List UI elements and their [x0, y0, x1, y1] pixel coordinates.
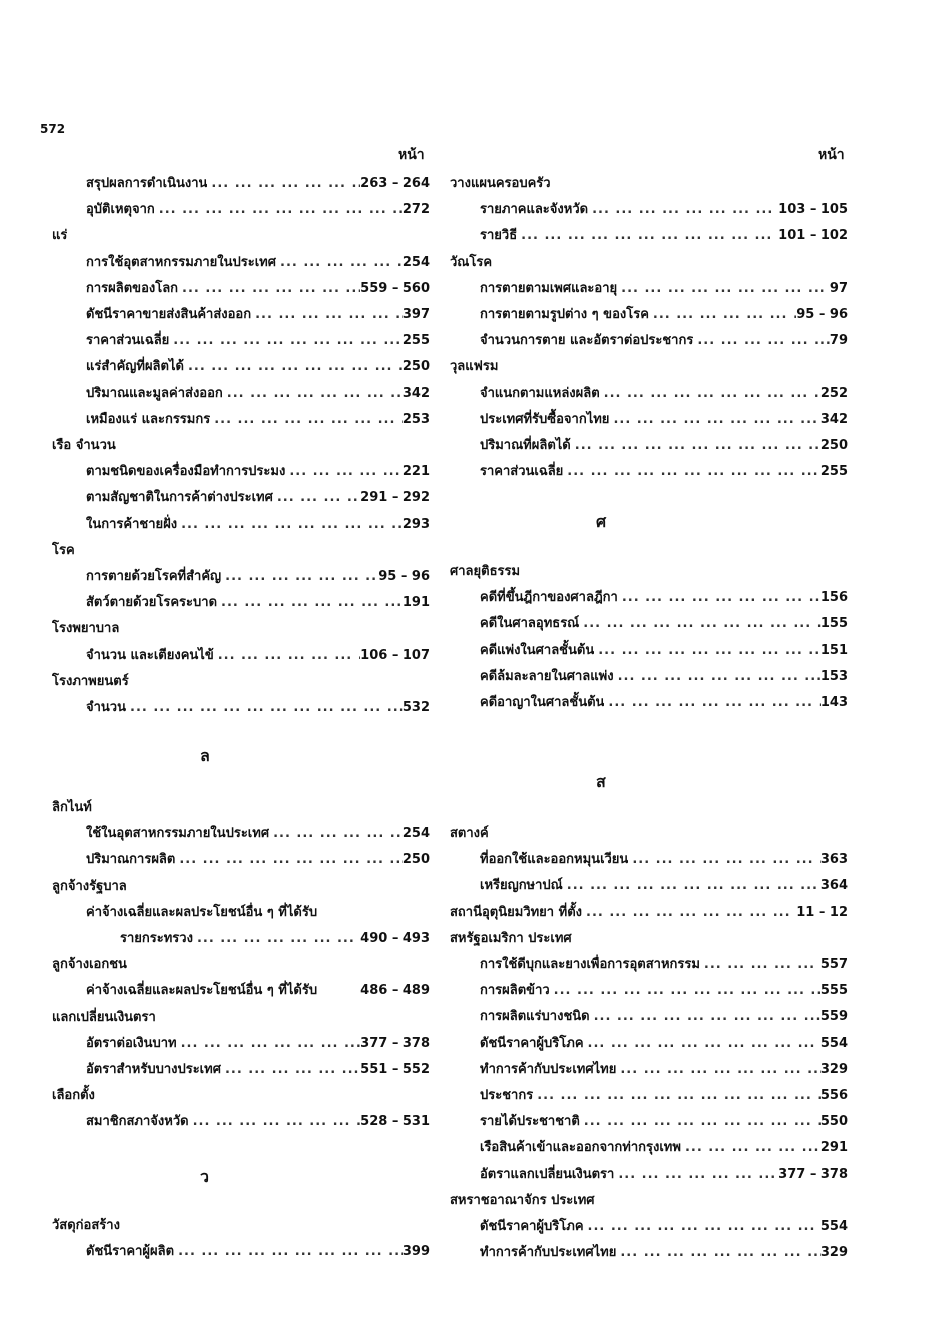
entry-page: 101 – 102 — [778, 228, 848, 244]
entry-label: เรือสินค้าเข้าและออกจากท่ากรุงเทพ — [480, 1140, 681, 1156]
entry-label: แร่ — [52, 228, 68, 244]
dot-leader — [155, 202, 403, 217]
entry-page: 250 — [402, 852, 430, 868]
index-entry — [86, 591, 430, 612]
entry-label: คดีที่ขึ้นฎีกาของศาลฎีกา — [480, 590, 618, 606]
entry-label: ลูกจ้างรัฐบาล — [52, 878, 127, 894]
index-heading — [52, 539, 430, 560]
entry-label: ประเทศที่รับซื้อจากไทย — [480, 411, 610, 427]
entry-label: การผลิตแร่บางชนิด — [480, 1009, 590, 1025]
entry-page: 342 — [402, 385, 430, 401]
dot-leader — [184, 359, 403, 374]
entry-page: 103 – 105 — [778, 202, 848, 218]
entry-label: สัตว์ตายด้วยโรคระบาด — [86, 595, 218, 611]
entry-page: 106 – 107 — [360, 647, 430, 663]
index-entry — [86, 1058, 430, 1079]
entry-page: 252 — [820, 385, 848, 401]
dot-leader — [582, 905, 796, 920]
entry-label: วางแผนครอบครัว — [450, 176, 551, 191]
index-entry — [480, 1136, 848, 1157]
dot-leader — [126, 700, 403, 715]
entry-label: ใช้ในอุตสาหกรรมภายในประเทศ — [86, 826, 270, 842]
dot-leader — [285, 464, 403, 479]
dot-leader — [609, 412, 820, 427]
dot-leader — [616, 1062, 821, 1077]
index-heading — [450, 355, 848, 376]
entry-page: 254 — [402, 826, 430, 842]
dot-leader — [269, 826, 403, 841]
index-entry — [86, 382, 430, 403]
index-entry — [480, 848, 848, 869]
index-entry — [480, 1058, 848, 1079]
index-heading — [450, 822, 848, 843]
index-heading — [52, 1214, 430, 1235]
index-heading — [450, 927, 848, 948]
dot-leader — [563, 464, 821, 479]
index-entry — [86, 565, 430, 586]
column-heading-left: หน้า — [398, 147, 425, 163]
dot-leader — [533, 1088, 821, 1103]
index-entry — [480, 1110, 848, 1131]
dot-leader — [214, 648, 360, 663]
entry-page: 377 – 378 — [778, 1166, 848, 1182]
index-entry — [86, 1110, 430, 1131]
dot-leader — [207, 176, 360, 191]
entry-label: แร่สำคัญที่ผลิตได้ — [86, 359, 184, 375]
entry-label: การผลิตข้าว — [480, 983, 550, 999]
dot-leader — [604, 695, 820, 710]
entry-label: คดีล้มละลายในศาลแพ่ง — [480, 668, 614, 684]
entry-label: ดัชนีราคาผู้บริโภค — [480, 1035, 584, 1051]
index-entry — [86, 696, 430, 717]
section-letter-s1: ศ — [596, 512, 607, 531]
entry-page: 253 — [402, 411, 430, 427]
entry-label: ราคาส่วนเฉลี่ย — [86, 333, 170, 349]
index-entry — [86, 198, 430, 219]
index-entry — [86, 513, 430, 534]
dot-leader — [614, 669, 821, 684]
index-heading — [450, 1189, 848, 1210]
entry-page: 255 — [820, 464, 848, 480]
entry-label: สตางค์ — [450, 826, 489, 841]
entry-label: การใช้อุตสาหกรรมภายในประเทศ — [86, 254, 276, 270]
entry-page: 559 – 560 — [360, 280, 430, 296]
dot-leader — [618, 590, 821, 605]
index-heading — [52, 1006, 430, 1027]
entry-page: 153 — [820, 668, 848, 684]
entry-page: 550 — [820, 1114, 848, 1130]
entry-label: แลกเปลี่ยนเงินตรา — [52, 1009, 156, 1025]
entry-label: ดัชนีราคาผู้ผลิต — [86, 1244, 175, 1260]
index-entry — [480, 277, 848, 298]
dot-leader — [169, 333, 403, 348]
entry-page: 555 — [820, 983, 848, 999]
index-entry — [86, 460, 430, 481]
entry-label: ราคาส่วนเฉลี่ย — [480, 464, 564, 480]
dot-leader — [649, 307, 796, 322]
entry-page: 364 — [820, 878, 848, 894]
entry-label: อัตราแลกเปลี่ยนเงินตรา — [480, 1166, 615, 1182]
dot-leader — [580, 1114, 821, 1129]
index-entry — [120, 927, 430, 948]
index-entry — [86, 979, 430, 1000]
dot-leader — [584, 1219, 821, 1234]
dot-leader — [628, 852, 821, 867]
index-entry — [480, 1215, 848, 1236]
entry-page: 291 – 292 — [360, 490, 430, 506]
index-entry — [480, 329, 848, 350]
index-entry — [86, 822, 430, 843]
entry-page: 95 – 96 — [796, 307, 848, 322]
entry-label: ในการค้าชายฝั่ง — [86, 516, 178, 532]
entry-label: ประชากร — [480, 1088, 534, 1103]
page-number: 572 — [40, 122, 66, 136]
dot-leader — [177, 1036, 361, 1051]
index-entry — [480, 1032, 848, 1053]
entry-label: สรุปผลการดำเนินงาน — [86, 176, 208, 191]
entry-label: รายภาคและจังหวัด — [480, 202, 589, 218]
entry-page: 263 – 264 — [360, 176, 430, 191]
entry-label: รายได้ประชาชาติ — [480, 1114, 580, 1130]
entry-label: ตามสัญชาติในการค้าต่างประเทศ — [86, 490, 273, 506]
entry-label: ปริมาณการผลิต — [86, 852, 176, 868]
entry-label: การใช้ดีบุกและยางเพื่อการอุตสาหกรรม — [480, 957, 700, 972]
entry-label: เรือ จำนวน — [52, 438, 116, 453]
entry-label: จำนวน และเตียงคนไข้ — [86, 647, 214, 663]
index-entry — [86, 1032, 430, 1053]
index-heading — [450, 251, 848, 272]
index-entry — [480, 691, 848, 712]
entry-page: 486 – 489 — [360, 983, 430, 999]
entry-label: ลิกไนท์ — [52, 800, 92, 815]
entry-label: ทำการค้ากับประเทศไทย — [480, 1061, 617, 1077]
entry-page: 255 — [402, 333, 430, 349]
entry-page: 554 — [820, 1035, 848, 1051]
dot-leader — [273, 490, 360, 505]
dot-leader — [588, 202, 778, 217]
entry-page: 528 – 531 — [360, 1114, 430, 1130]
entry-page: 272 — [402, 202, 430, 218]
entry-label: สมาชิกสภาจังหวัด — [86, 1114, 189, 1130]
index-entry — [480, 1005, 848, 1026]
entry-label: เลือกตั้ง — [52, 1088, 95, 1104]
dot-leader — [221, 569, 378, 584]
index-entry — [480, 1163, 848, 1184]
section-letter-s2: ส — [596, 772, 606, 791]
entry-label: โรค — [52, 542, 75, 558]
index-entry — [86, 277, 430, 298]
index-entry — [480, 224, 848, 245]
index-entry — [480, 665, 848, 686]
entry-label: วัสดุก่อสร้าง — [52, 1218, 120, 1233]
index-entry — [86, 251, 430, 272]
entry-page: 556 — [820, 1088, 848, 1103]
index-entry — [86, 329, 430, 350]
dot-leader — [517, 228, 778, 243]
entry-page: 329 — [820, 1245, 848, 1261]
dot-leader — [178, 281, 360, 296]
entry-page: 551 – 552 — [360, 1062, 430, 1077]
entry-label: ศาลยุติธรรม — [450, 564, 521, 579]
entry-page: 291 — [820, 1140, 848, 1156]
column-heading-right: หน้า — [818, 147, 845, 163]
entry-page: 329 — [820, 1061, 848, 1077]
entry-label: สหราชอาณาจักร ประเทศ — [450, 1192, 595, 1208]
entry-page: 11 – 12 — [796, 904, 848, 920]
entry-label: คดีแพ่งในศาลชั้นต้น — [480, 642, 595, 658]
section-letter-l: ล — [200, 746, 210, 765]
entry-label: การตายด้วยโรคที่สำคัญ — [86, 569, 222, 584]
dot-leader — [210, 412, 403, 427]
entry-label: สถานีอุตุนิยมวิทยา ที่ตั้ง — [450, 904, 582, 920]
entry-label: ค่าจ้างเฉลี่ยและผลประโยชน์อื่น ๆ ที่ได้รับ — [86, 904, 318, 920]
entry-page: 554 — [820, 1219, 848, 1234]
entry-page: 342 — [820, 411, 848, 427]
index-entry — [480, 1241, 848, 1262]
dot-leader — [579, 616, 821, 631]
index-entry — [480, 979, 848, 1000]
entry-label: ลูกจ้างเอกชน — [52, 957, 127, 973]
index-entry — [480, 639, 848, 660]
entry-page: 143 — [820, 695, 848, 710]
index-entry — [480, 198, 848, 219]
index-entry — [86, 644, 430, 665]
entry-label: โรงพยาบาล — [52, 621, 120, 637]
dot-leader — [175, 852, 403, 867]
entry-label: จำนวนการตาย และอัตราต่อประชากร — [480, 333, 694, 349]
entry-label: เหมืองแร่ และกรรมกร — [86, 411, 211, 427]
index-entry — [480, 408, 848, 429]
entry-label: การตายตามเพศและอายุ — [480, 280, 618, 296]
index-heading — [52, 670, 430, 691]
dot-leader — [584, 1036, 821, 1051]
entry-page: 399 — [402, 1244, 430, 1260]
index-heading — [450, 172, 848, 193]
entry-page: 250 — [820, 438, 848, 453]
index-heading — [52, 434, 430, 455]
entry-page: 559 — [820, 1009, 848, 1025]
index-heading — [52, 875, 430, 896]
index-heading — [52, 224, 430, 245]
index-heading — [52, 617, 430, 638]
entry-page: 363 — [820, 852, 848, 868]
entry-label: การผลิตของโลก — [86, 280, 179, 296]
index-heading — [52, 796, 430, 817]
index-heading — [450, 901, 848, 922]
entry-page: 95 – 96 — [378, 569, 430, 584]
dot-leader — [614, 1167, 778, 1182]
entry-label: อุบัติเหตุจาก — [86, 202, 155, 218]
index-entry — [480, 382, 848, 403]
dot-leader — [616, 1245, 821, 1260]
entry-page: 397 — [402, 307, 430, 322]
dot-leader — [693, 333, 830, 348]
dot-leader — [594, 643, 821, 658]
index-entry — [86, 901, 430, 922]
index-heading — [52, 953, 430, 974]
dot-leader — [563, 878, 821, 893]
entry-label: คดีอาญาในศาลชั้นต้น — [480, 695, 605, 710]
entry-label: ค่าจ้างเฉลี่ยและผลประโยชน์อื่น ๆ ที่ได้รับ — [86, 983, 318, 999]
index-entry — [480, 434, 848, 455]
section-letter-w: ว — [200, 1167, 209, 1186]
entry-page: 377 – 378 — [360, 1035, 430, 1051]
entry-label: รายวิธี — [480, 228, 518, 244]
dot-leader — [550, 983, 821, 998]
dot-leader — [600, 386, 821, 401]
entry-label: ปริมาณและมูลค่าส่งออก — [86, 385, 223, 401]
entry-page: 557 — [820, 957, 848, 972]
entry-label: การตายตามรูปต่าง ๆ ของโรค — [480, 307, 649, 322]
dot-leader — [221, 1062, 360, 1077]
entry-page: 79 — [829, 333, 848, 349]
entry-label: ปริมาณที่ผลิตได้ — [480, 438, 571, 453]
index-entry — [480, 586, 848, 607]
index-entry — [86, 355, 430, 376]
entry-page: 151 — [820, 642, 848, 658]
entry-label: อัตราสำหรับบางประเทศ — [86, 1062, 221, 1077]
entry-label: โรงภาพยนตร์ — [52, 673, 129, 689]
index-entry — [86, 848, 430, 869]
dot-leader — [571, 438, 821, 453]
dot-leader — [223, 386, 403, 401]
entry-label: วัณโรค — [450, 254, 493, 270]
entry-label: ดัชนีราคาผู้บริโภค — [480, 1219, 584, 1234]
dot-leader — [193, 931, 360, 946]
dot-leader — [251, 307, 403, 322]
entry-page: 97 — [829, 280, 848, 296]
index-entry — [86, 303, 430, 324]
dot-leader — [177, 517, 403, 532]
index-entry — [480, 612, 848, 633]
entry-label: สหรัฐอเมริกา ประเทศ — [450, 930, 572, 946]
dot-leader — [590, 1009, 821, 1024]
index-entry — [86, 408, 430, 429]
entry-page: 254 — [402, 254, 430, 270]
entry-page: 155 — [820, 616, 848, 632]
dot-leader — [617, 281, 830, 296]
index-entry — [480, 953, 848, 974]
entry-page: 191 — [402, 595, 430, 611]
entry-label: วุลแฟรม — [450, 359, 499, 375]
entry-label: ที่ออกใช้และออกหมุนเวียน — [480, 852, 629, 868]
index-entry — [480, 303, 848, 324]
dot-leader — [700, 957, 821, 972]
entry-label: คดีในศาลอุทธรณ์ — [480, 616, 580, 632]
entry-page: 156 — [820, 590, 848, 606]
entry-page: 490 – 493 — [360, 931, 430, 946]
index-entry — [480, 1084, 848, 1105]
entry-label: เหรียญกษาปณ์ — [480, 878, 563, 894]
dot-leader — [174, 1244, 403, 1259]
entry-label: ทำการค้ากับประเทศไทย — [480, 1245, 617, 1261]
dot-leader — [217, 595, 403, 610]
dot-leader — [681, 1140, 821, 1155]
entry-label: รายกระทรวง — [120, 931, 193, 946]
entry-label: จำแนกตามแหล่งผลิต — [480, 385, 600, 401]
entry-label: ตามชนิดของเครื่องมือทำการประมง — [86, 464, 286, 480]
dot-leader — [276, 255, 403, 270]
index-entry — [86, 486, 430, 507]
index-entry — [86, 1240, 430, 1261]
index-heading — [52, 1084, 430, 1105]
entry-page: 532 — [402, 700, 430, 715]
dot-leader — [189, 1114, 361, 1129]
entry-label: จำนวน — [86, 700, 126, 715]
entry-page: 221 — [402, 464, 430, 480]
index-entry — [480, 460, 848, 481]
entry-label: ดัชนีราคาขายส่งสินค้าส่งออก — [86, 307, 252, 322]
index-heading — [450, 560, 848, 581]
entry-page: 250 — [402, 359, 430, 375]
entry-label: อัตราต่อเงินบาท — [86, 1035, 177, 1051]
index-entry — [480, 874, 848, 895]
entry-page: 293 — [402, 516, 430, 532]
index-entry — [86, 172, 430, 193]
